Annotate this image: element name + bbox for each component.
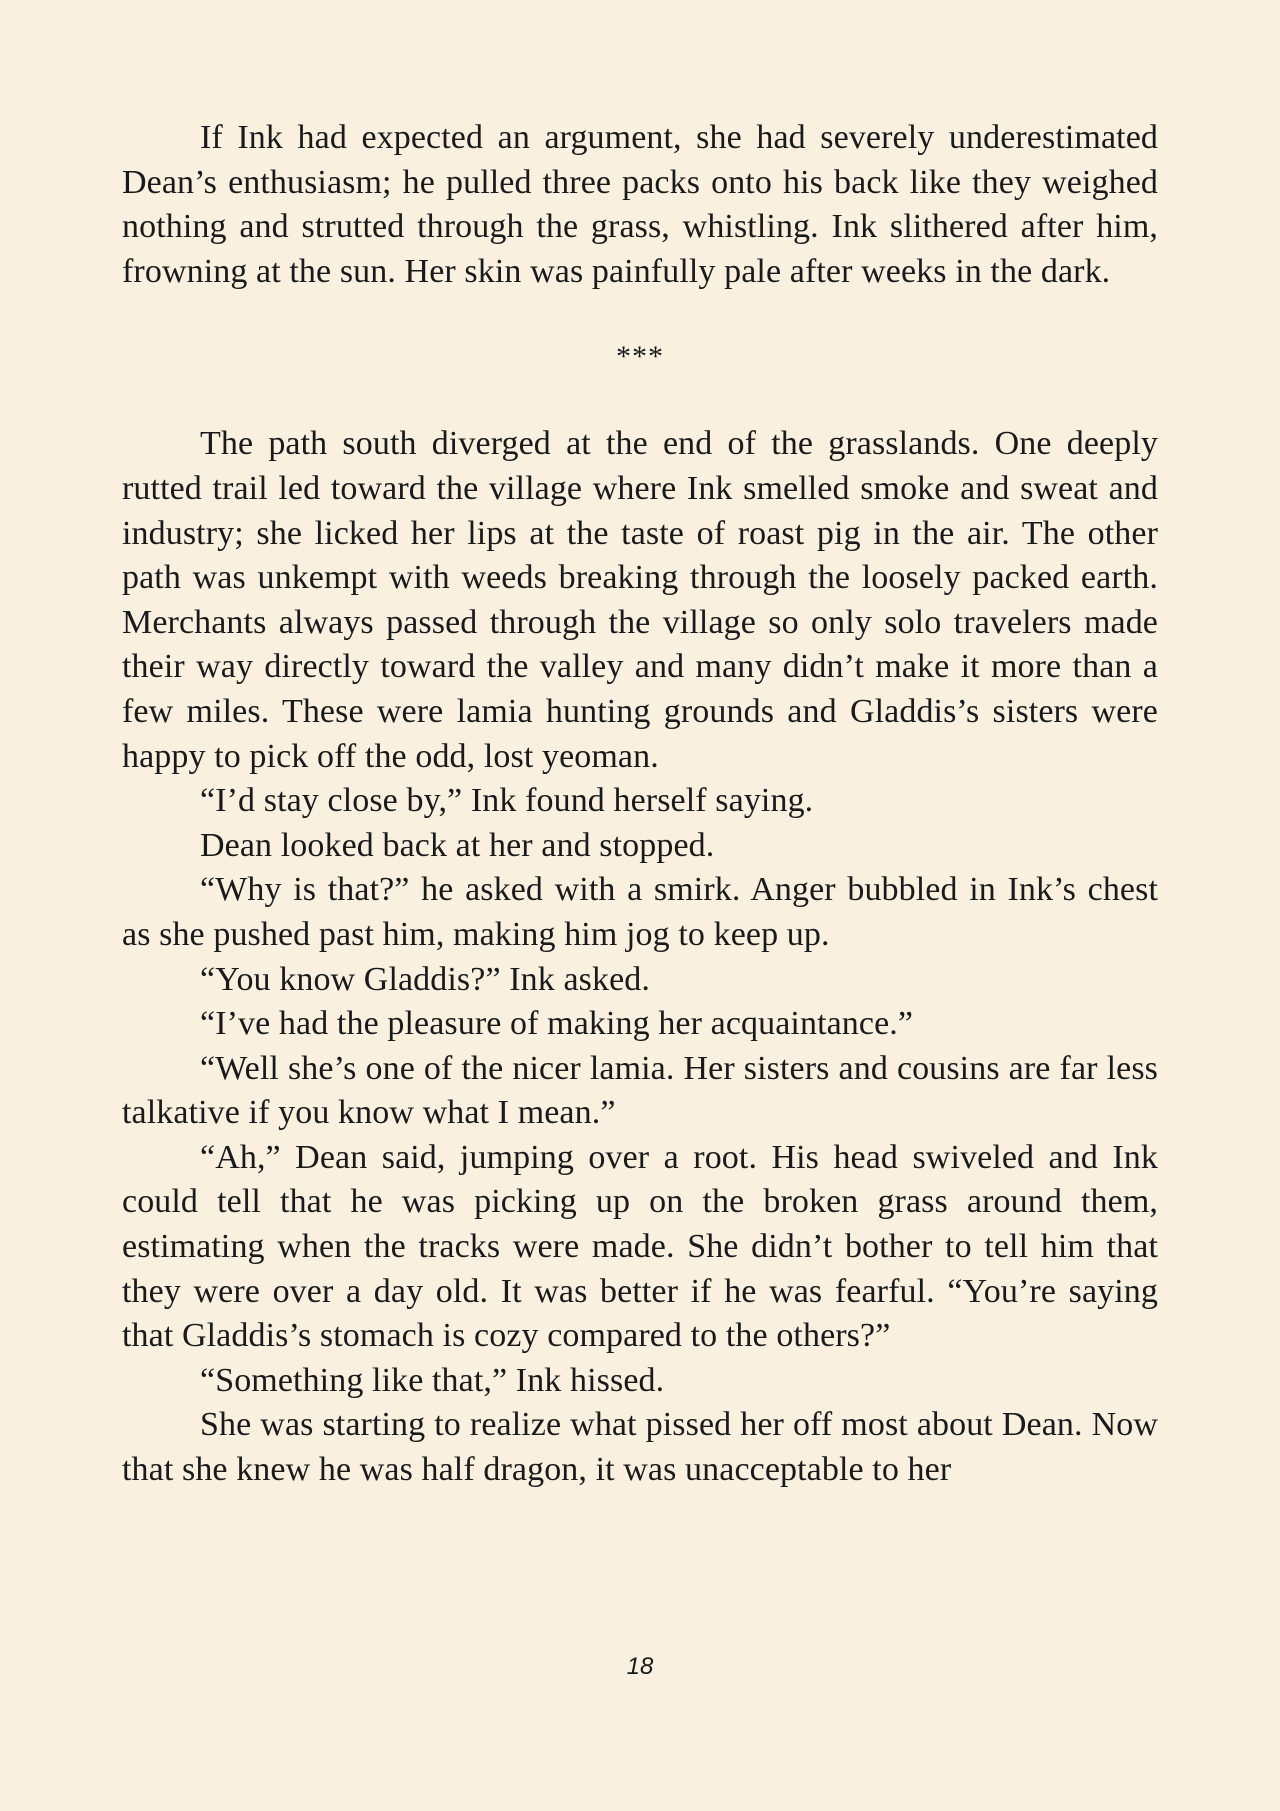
paragraph: The path south diverged at the end of the grasslands. One deeply rutted trail led toward the village where Ink smelled smoke and sweat and industry; she licked her lips at the taste of roast pig in the air. The other path was unkempt with weeds breaking through the loosely packed earth. Merchants always passed through the village so only solo travelers made their way directly toward the valley and many didn’t make it more than a few miles. These were lamia hunting grounds and Gladdis’s sisters were happy to pick off the odd, lost yeoman. — [122, 425, 1158, 775]
section-one — [122, 116, 1158, 294]
paragraph: “Why is that?” he asked with a smirk. Anger bubbled in Ink’s chest as she pushed past him, making him jog to keep up. — [122, 871, 1158, 953]
paragraph: “Well she’s one of the nicer lamia. Her sisters and cousins are far less talkative if you know what I mean.” — [122, 1049, 1158, 1132]
page-number: 18 — [626, 1653, 654, 1680]
section-two — [122, 422, 1158, 1492]
paragraph: She was starting to realize what pissed her off most about Dean. Now that she knew he was half dragon, it was unacceptable to her — [122, 1406, 1158, 1489]
paragraph: Dean looked back at her and stopped. — [200, 826, 715, 864]
paragraph: “You know Gladdis?” Ink asked. — [200, 960, 650, 998]
paragraph: “I’ve had the pleasure of making her acquaintance.” — [200, 1005, 914, 1043]
paragraph: “I’d stay close by,” Ink found herself saying. — [200, 782, 814, 820]
paragraph: “Something like that,” Ink hissed. — [200, 1361, 665, 1399]
paragraph: If Ink had expected an argument, she had severely underestimated Dean’s enthusiasm; he pulled three packs onto his back like they weighed nothing and strutted through the grass, whistling. Ink slithered after him, frowning at the sun. Her skin was painfully pale after weeks in the dark. — [122, 119, 1158, 290]
scene-break: *** — [616, 340, 664, 374]
paragraph: “Ah,” Dean said, jumping over a root. His head swiveled and Ink could tell that he was picking up on the broken grass around them, estimating when the tracks were made. She didn’t bother to tell him that they were over a day old. It was better if he was fearful. “You’re saying that Gladdis’s stomach is cozy compared to the others?” — [122, 1138, 1158, 1355]
